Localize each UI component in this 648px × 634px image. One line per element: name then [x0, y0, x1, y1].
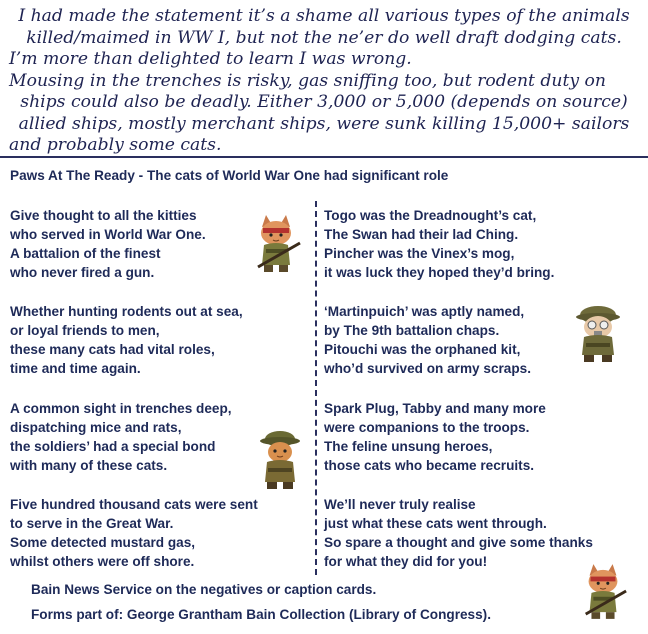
- poem-line: A common sight in trenches deep,: [10, 401, 232, 416]
- poem-line: who never fired a gun.: [10, 265, 155, 280]
- intro-line: I’m more than delighted to learn I was wrong.: [9, 49, 412, 69]
- credit-line-2: Forms part of: George Grantham Bain Collection (Library of Congress).: [31, 607, 491, 622]
- column-divider: [315, 201, 318, 575]
- poem-line: whilst others were off shore.: [10, 554, 195, 569]
- poem-line: Pincher was the Vinex’s mog,: [324, 246, 515, 261]
- poem-line: for what they did for you!: [324, 554, 488, 569]
- intro-line: killed/maimed in WW I, but not the ne’er do well draft dodging cats.: [26, 27, 622, 48]
- poem-line: the soldiers’ had a special bond: [10, 439, 216, 454]
- intro-line: allied ships, mostly merchant ships, were sunk killing 15,000+ sailors: [18, 113, 630, 134]
- poem-line: A battalion of the finest: [10, 246, 161, 261]
- poem-line: these many cats had vital roles,: [10, 342, 215, 357]
- poem-line: it was luck they hoped they’d bring.: [324, 265, 555, 280]
- poem-line: time and time again.: [10, 361, 141, 376]
- poem-line: Some detected mustard gas,: [10, 535, 196, 550]
- stanza-left-1: [10, 206, 206, 282]
- poem-line: Five hundred thousand cats were sent: [10, 497, 258, 512]
- poem-line: to serve in the Great War.: [10, 516, 174, 531]
- cat-soldier-rifle-icon: [578, 561, 628, 626]
- poem-line: Give thought to all the kitties: [10, 208, 197, 223]
- poem-line: were companions to the troops.: [324, 420, 530, 435]
- poem-line: ‘Martinpuich’ was aptly named,: [324, 304, 525, 319]
- stanza-left-3: [10, 399, 232, 475]
- poem-line: by The 9th battalion chaps.: [324, 323, 500, 338]
- cat-soldier-rifle-icon: [250, 213, 302, 278]
- poem-line: So spare a thought and give some thanks: [324, 535, 593, 550]
- stanza-right-2: [324, 302, 531, 378]
- poem-line: just what these cats went through.: [324, 516, 547, 531]
- poem-line: The feline unsung heroes,: [324, 439, 493, 454]
- intro-note: [0, 6, 648, 157]
- stanza-left-4: [10, 495, 258, 571]
- poem-line: The Swan had their lad Ching.: [324, 227, 519, 242]
- poem-title: Paws At The Ready - The cats of World War One had significant role: [10, 168, 449, 183]
- poem-line: dispatching mice and rats,: [10, 420, 182, 435]
- poem-line: who served in World War One.: [10, 227, 206, 242]
- cat-soldier-gasmask-icon: [572, 303, 624, 368]
- poem-line: with many of these cats.: [10, 458, 168, 473]
- poem-line: Whether hunting rodents out at sea,: [10, 304, 243, 319]
- intro-line: and probably some cats.: [9, 135, 222, 155]
- poem-line: Pitouchi was the orphaned kit,: [324, 342, 521, 357]
- poem-line: those cats who became recruits.: [324, 458, 535, 473]
- poem-line: Spark Plug, Tabby and many more: [324, 401, 546, 416]
- stanza-right-3: [324, 399, 546, 475]
- intro-line: I had made the statement it’s a shame all various types of the animals: [18, 6, 630, 26]
- intro-line: Mousing in the trenches is risky, gas sniffing too, but rodent duty on: [9, 70, 606, 91]
- stanza-left-2: [10, 302, 243, 378]
- intro-line: ships could also be deadly. Either 3,000 or 5,000 (depends on source): [20, 92, 628, 112]
- credit-line-1: Bain News Service on the negatives or caption cards.: [31, 582, 377, 597]
- poem-line: who’d survived on army scraps.: [324, 361, 531, 376]
- cat-soldier-helmet-icon: [258, 428, 302, 495]
- poem-line: We’ll never truly realise: [324, 497, 476, 512]
- stanza-right-4: [324, 495, 593, 571]
- poem-line: or loyal friends to men,: [10, 323, 160, 338]
- section-divider: [0, 156, 648, 158]
- poem-line: Togo was the Dreadnought’s cat,: [324, 208, 537, 223]
- stanza-right-1: [324, 206, 554, 282]
